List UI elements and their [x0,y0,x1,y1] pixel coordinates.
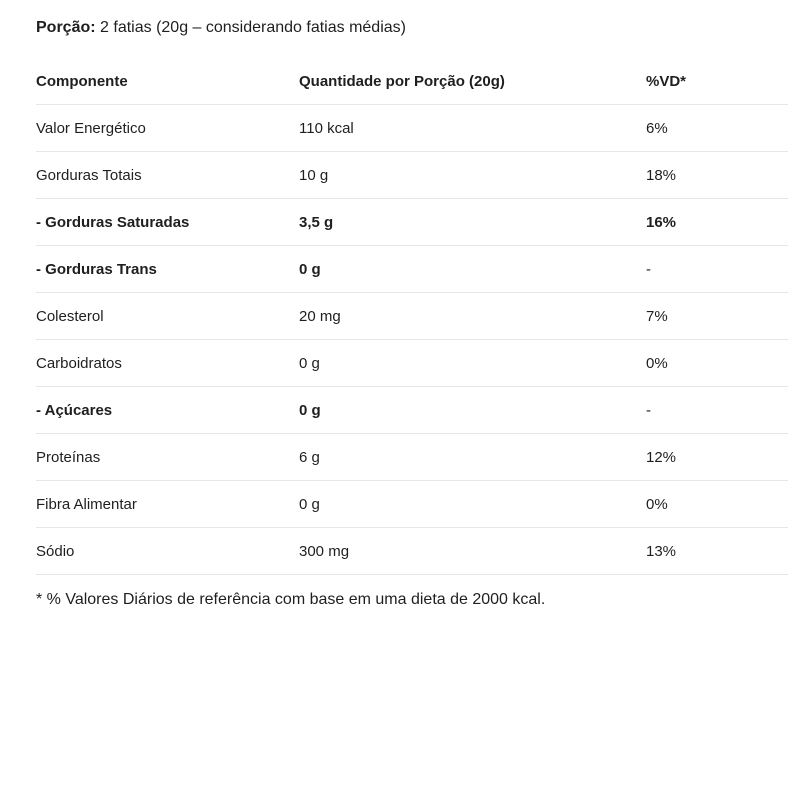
row-component: Fibra Alimentar [36,481,299,528]
table-row [36,246,788,293]
row-component: Sódio [36,528,299,575]
table-row [36,199,788,246]
row-daily-value: 18% [646,152,788,199]
row-component: Colesterol [36,293,299,340]
row-component: Carboidratos [36,340,299,387]
header-component: Componente [36,58,299,105]
header-daily-value: %VD* [646,58,788,105]
serving-size [36,17,406,39]
row-component: Valor Energético [36,105,299,152]
row-daily-value: 7% [646,293,788,340]
row-component: - Açúcares [36,387,299,434]
row-daily-value: 16% [646,199,788,246]
row-amount: 110 kcal [299,105,646,152]
row-amount: 6 g [299,434,646,481]
row-daily-value: 13% [646,528,788,575]
row-component: Proteínas [36,434,299,481]
table-row [36,293,788,340]
table-row [36,105,788,152]
row-daily-value: - [646,246,788,293]
table-row [36,387,788,434]
table-row [36,152,788,199]
row-amount: 20 mg [299,293,646,340]
table-row [36,340,788,387]
row-amount: 0 g [299,387,646,434]
row-daily-value: 12% [646,434,788,481]
row-daily-value: 6% [646,105,788,152]
header-amount: Quantidade por Porção (20g) [299,58,646,105]
nutrition-table [36,58,788,575]
table-header-row [36,58,788,105]
row-daily-value: 0% [646,481,788,528]
table-row [36,434,788,481]
table-row [36,528,788,575]
row-daily-value: 0% [646,340,788,387]
row-amount: 10 g [299,152,646,199]
row-component: - Gorduras Saturadas [36,199,299,246]
row-amount: 0 g [299,481,646,528]
row-daily-value: - [646,387,788,434]
row-amount: 0 g [299,246,646,293]
row-amount: 300 mg [299,528,646,575]
serving-text: 2 fatias (20g – considerando fatias médias) [100,19,406,36]
table-row [36,481,788,528]
footnote: * % Valores Diários de referência com base em uma dieta de 2000 kcal. [36,591,546,608]
serving-label: Porção: [36,19,96,36]
row-component: Gorduras Totais [36,152,299,199]
row-component: - Gorduras Trans [36,246,299,293]
row-amount: 3,5 g [299,199,646,246]
row-amount: 0 g [299,340,646,387]
